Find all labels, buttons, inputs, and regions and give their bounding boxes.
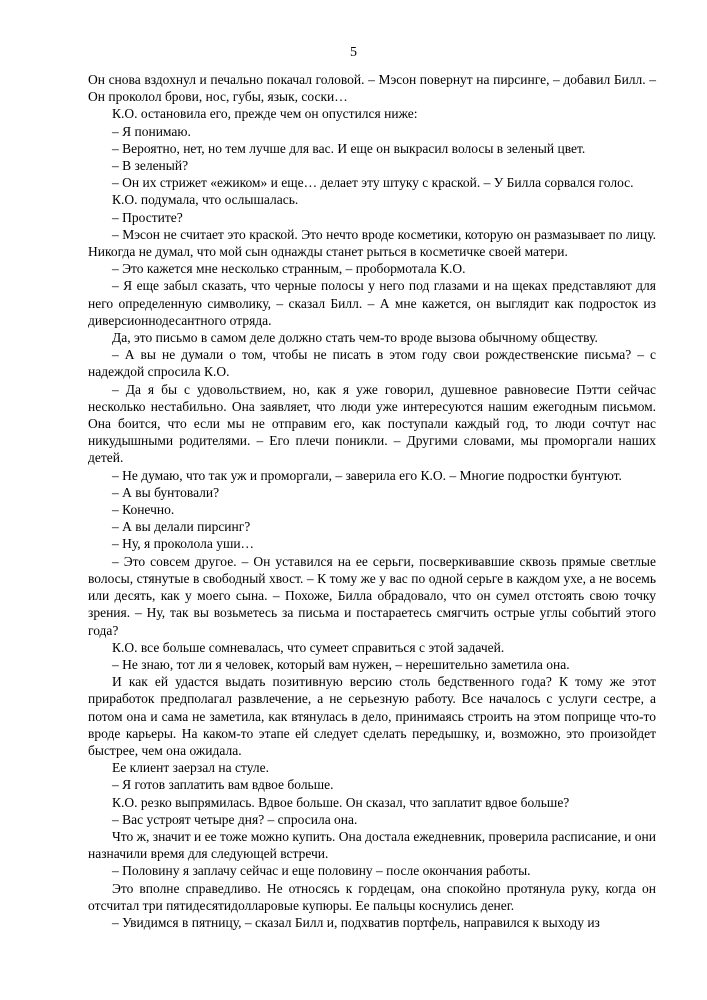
paragraph: Что ж, значит и ее тоже можно купить. Она достала ежедневник, проверила расписание, и они назначили время для следующей встречи. [88,828,656,862]
paragraph: – Ну, я проколола уши… [112,536,255,552]
paragraph: Да, это письмо в самом деле должно стать чем-то вроде вызова обычному обществу. [112,330,598,346]
paragraph: – Мэсон не считает это краской. Это нечто вроде косметики, которую он размазывает по лицу. Никогда не думал, что мой сын однажды станет рыться в косметичке своей матери. [88,226,656,260]
paragraph: Он снова вздохнул и печально покачал головой. – Мэсон повернут на пирсинге, – добавил Билл. – Он проколол брови, нос, губы, язык, соски… [88,72,656,105]
paragraph: – Я готов заплатить вам вдвое больше. [112,777,334,793]
paragraph: – Да я бы с удовольствием, но, как я уже говорил, душевное равновесие Пэтти сейчас несколько нестабильно. Она заявляет, что люди уже интересуются нашим ежегодным письмом. Она боится, что если мы не отправим его, как поступали каждый год, то люди сочтут нас никудышными родителями. – Его плечи поникли. – Другими словами, мы проморгали наших детей. [88,381,656,466]
paragraph: – Он их стрижет «ежиком» и еще… делает эту штуку с краской. – У Билла сорвался голос. [112,175,634,191]
paragraph: – Это кажется мне несколько странным, – пробормотала К.О. [112,261,466,277]
paragraph: Ее клиент заерзал на стуле. [112,760,269,776]
paragraph: К.О. все больше сомневалась, что сумеет справиться с этой задачей. [112,639,505,655]
paragraph: – Простите? [112,209,183,225]
paragraph: – В зеленый? [112,158,189,174]
paragraph: – Вас устроят четыре дня? – спросила она. [112,811,358,827]
paragraph: К.О. остановила его, прежде чем он опустился ниже: [112,106,418,122]
paragraph: Это вполне справедливо. Не относясь к гордецам, она спокойно протянула руку, когда он отсчитал три пятидесятидолларовые купюры. Ее пальцы коснулись денег. [88,880,656,913]
paragraph: – Не думаю, что так уж и проморгали, – заверила его К.О. – Многие подростки бунтуют. [112,467,622,483]
paragraph: – Это совсем другое. – Он уставился на ее серьги, посверкивавшие сквозь прямые светлые волосы, стянутые в свободный хвост. – К тому же у вас по одной серьге в каждом ухе, а не восемь или десять, как у моего сына. – Похоже, Билла обрадовало, что он сумел отстоять свою точку зрения. – Ну, так вы возьметесь за письма и постараетесь смягчить острые углы событий этого года? [88,553,656,638]
paragraph: – Вероятно, нет, но тем лучше для вас. И еще он выкрасил волосы в зеленый цвет. [112,140,586,156]
paragraph: – Половину я заплачу сейчас и еще половину – после окончания работы. [112,863,531,879]
paragraph: – Не знаю, тот ли я человек, который вам нужен, – нерешительно заметила она. [112,656,570,672]
paragraph: – Увидимся в пятницу, – сказал Билл и, подхватив портфель, направился к выходу из [112,914,600,930]
paragraph: К.О. резко выпрямилась. Вдвое больше. Он сказал, что заплатит вдвое больше? [112,794,570,810]
paragraph: – Я еще забыл сказать, что черные полосы у него под глазами и на щеках представляют для него определенную символику, – сказал Билл. – А мне кажется, он выглядит как подросток из диверсионнодесантного отряда. [88,278,656,328]
page-number: 5 [350,45,357,60]
paragraph: – А вы бунтовали? [112,484,220,500]
paragraph: – А вы делали пирсинг? [112,519,251,535]
paragraph: – Я понимаю. [112,123,191,139]
paragraph: И как ей удастся выдать позитивную версию столь бедственного года? К тому же этот приработок предполагал развлечение, а не серьезную работу. Все началось с услуги сестре, а потом она и сама не заметила, как втянулась в дело, принимаясь строить на этом поприще что-то вроде карьеры. На каком-то этапе ей следует сделать передышку, и, возможно, это произойдет быстрее, чем она ожидала. [88,674,656,758]
paragraph: – Конечно. [112,502,175,518]
body-text [88,71,656,931]
paragraph: – А вы не думали о том, чтобы не писать в этом году свои рождественские письма? – с надеждой спросила К.О. [88,347,656,380]
paragraph: К.О. подумала, что ослышалась. [112,192,299,208]
